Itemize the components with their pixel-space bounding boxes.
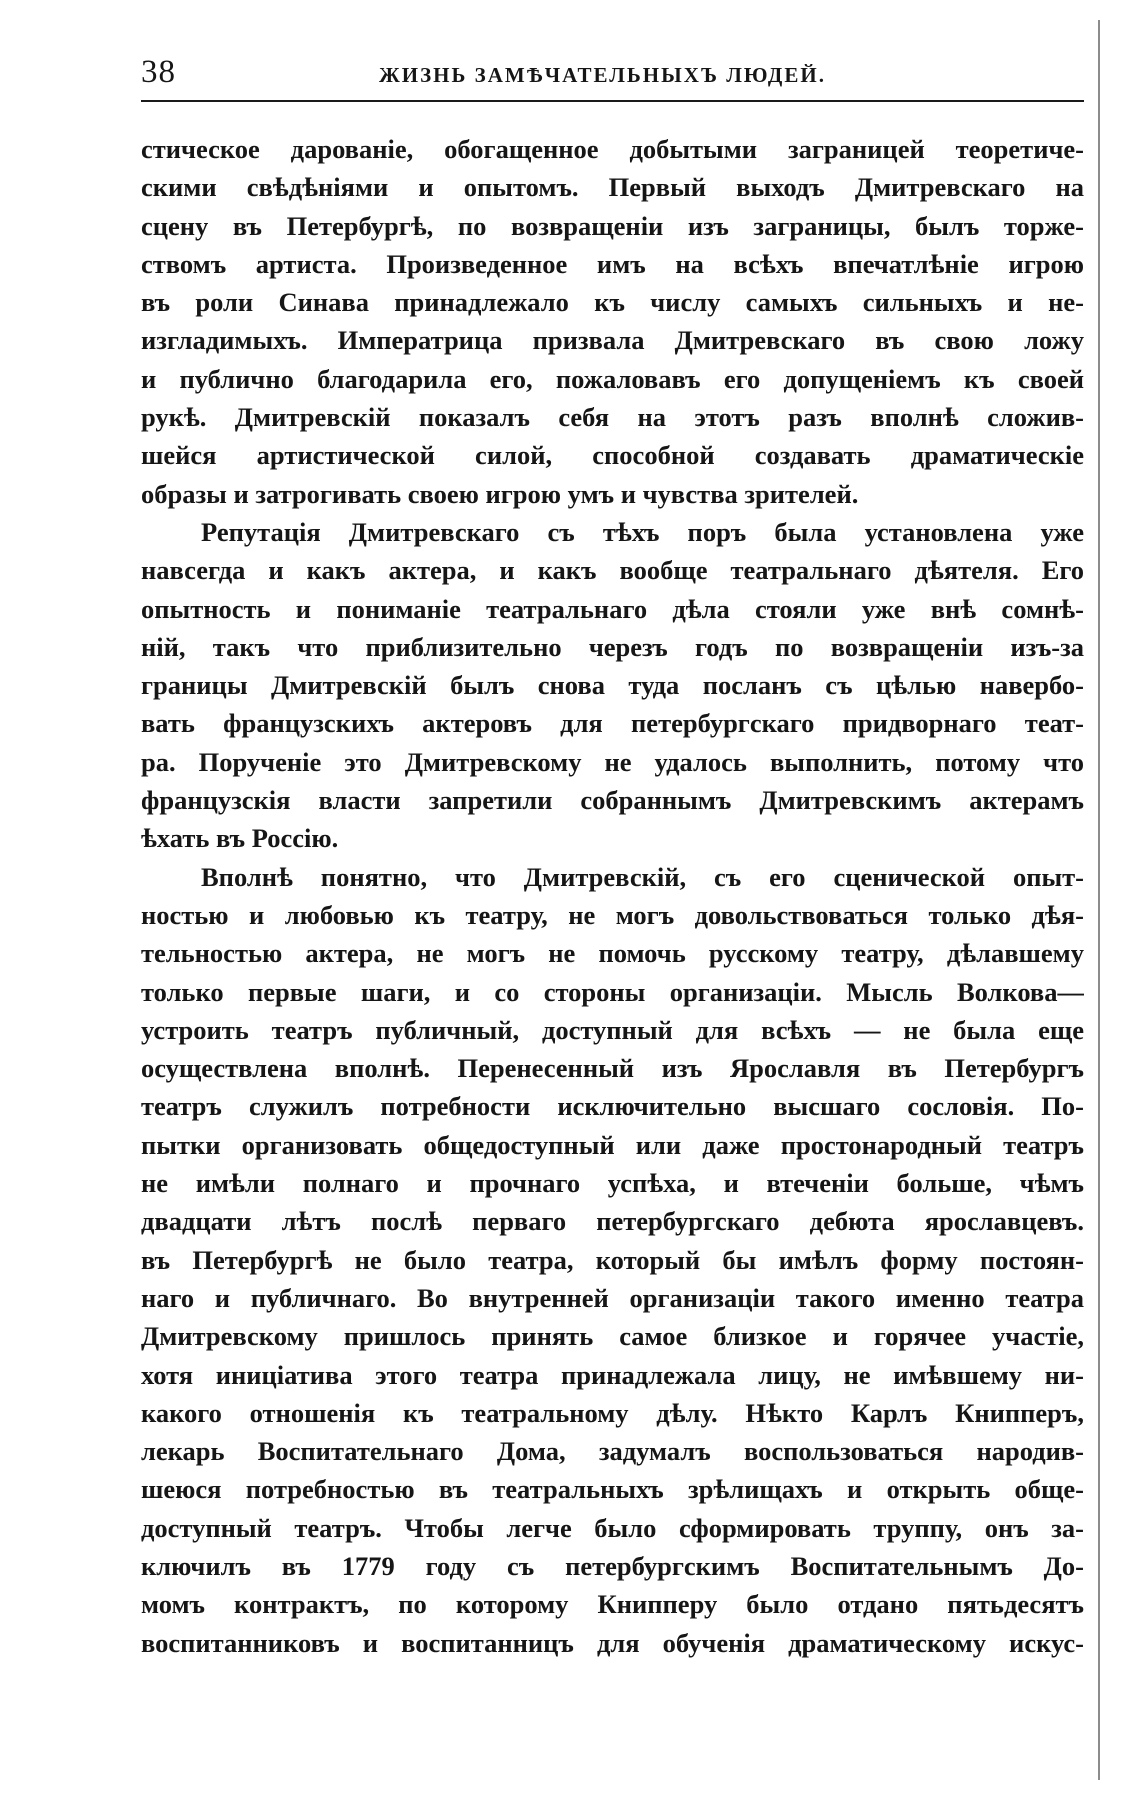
text-line: пытки организовать общедоступный или даже простонародный театръ [141, 1129, 1084, 1160]
text-line: образы и затрогивать своею игрою умъ и чувства зрителей. [141, 478, 859, 509]
page-header [141, 52, 1084, 100]
text-line: театръ служилъ потребности исключительно высшаго сословія. По- [141, 1091, 1084, 1122]
text-line: рукѣ. Дмитревскій показалъ себя на этотъ разъ вполнѣ сложив- [141, 402, 1084, 433]
text-line: доступный театръ. Чтобы легче было сформировать труппу, онъ за- [141, 1512, 1084, 1543]
header-rule [141, 100, 1084, 102]
body-text [141, 130, 1084, 1662]
text-line: осуществлена вполнѣ. Перенесенный изъ Ярославля въ Петербургъ [141, 1053, 1084, 1084]
text-line: двадцати лѣтъ послѣ перваго петербургскаго дебюта ярославцевъ. [141, 1206, 1084, 1237]
text-line: момъ контрактъ, по которому Книпперу было отдано пятьдесятъ [141, 1589, 1084, 1620]
text-line: какого отношенія къ театральному дѣлу. Нѣкто Карлъ Книпперъ, [141, 1397, 1084, 1428]
text-line: въ Петербургѣ не было театра, который бы имѣлъ форму постоян- [141, 1244, 1084, 1275]
text-line: вать французскихъ актеровъ для петербургскаго придворнаго теат- [141, 708, 1084, 739]
text-line: устроить театръ публичный, доступный для всѣхъ — не была еще [141, 1014, 1084, 1045]
text-line: лекарь Воспитательнаго Дома, задумалъ воспользоваться народив- [141, 1436, 1084, 1467]
text-line: ключилъ въ 1779 году съ петербургскимъ Воспитательнымъ До- [141, 1550, 1084, 1581]
text-line: въ роли Синава принадлежало къ числу самыхъ сильныхъ и не- [141, 287, 1084, 318]
running-title: ЖИЗНЬ ЗАМѢЧАТЕЛЬНЫХЪ ЛЮДЕЙ. [379, 63, 826, 87]
text-line: Вполнѣ понятно, что Дмитревскій, съ его сценической опыт- [201, 861, 1084, 892]
text-line: Дмитревскому пришлось принять самое близкое и горячее участіе, [141, 1321, 1084, 1352]
text-line: опытность и пониманіе театральнаго дѣла стояли уже внѣ сомнѣ- [141, 593, 1084, 624]
text-line: не имѣли полнаго и прочнаго успѣха, и втеченіи больше, чѣмъ [141, 1168, 1084, 1199]
text-line: хотя иниціатива этого театра принадлежала лицу, не имѣвшему ни- [141, 1359, 1084, 1390]
text-line: сцену въ Петербургѣ, по возвращеніи изъ заграницы, былъ торже- [141, 210, 1084, 241]
text-line: скими свѣдѣніями и опытомъ. Первый выходъ Дмитревскаго на [141, 172, 1084, 203]
scan-edge-line [1098, 20, 1100, 1780]
text-line: ра. Порученіе это Дмитревскому не удалось выполнить, потому что [141, 746, 1084, 777]
text-line: ній, такъ что приблизительно черезъ годъ по возвращеніи изъ-за [141, 631, 1084, 662]
text-line: ствомъ артиста. Произведенное имъ на всѣхъ впечатлѣніе игрою [141, 248, 1084, 279]
text-line: ностью и любовью къ театру, не могъ довольствоваться только дѣя- [141, 899, 1084, 930]
text-line: стическое дарованіе, обогащенное добытыми заграницей теоретиче- [141, 134, 1084, 164]
text-line: навсегда и какъ актера, и какъ вообще театральнаго дѣятеля. Его [141, 555, 1084, 586]
text-line: границы Дмитревскій былъ снова туда посланъ съ цѣлью навербо- [141, 670, 1084, 701]
text-line: наго и публичнаго. Во внутренней организаціи такого именно театра [141, 1282, 1084, 1313]
text-line: ѣхать въ Россію. [141, 823, 339, 854]
text-line: тельностью актера, не могъ не помочь русскому театру, дѣлавшему [141, 938, 1084, 969]
text-line: Репутація Дмитревскаго съ тѣхъ поръ была установлена уже [201, 516, 1084, 547]
text-line: изгладимыхъ. Императрица призвала Дмитревскаго въ свою ложу [141, 325, 1084, 356]
text-line: шеюся потребностью въ театральныхъ зрѣлищахъ и открыть обще- [141, 1474, 1084, 1505]
text-line: воспитанниковъ и воспитанницъ для обученія драматическому искус- [141, 1627, 1084, 1658]
text-line: французскія власти запретили собраннымъ Дмитревскимъ актерамъ [141, 785, 1084, 816]
text-line: шейся артистической силой, способной создавать драматическіе [141, 440, 1084, 471]
text-line: только первые шаги, и со стороны организаціи. Мысль Волкова— [141, 976, 1084, 1007]
text-line: и публично благодарила его, пожаловавъ его допущеніемъ къ своей [141, 363, 1084, 394]
page-number: 38 [141, 54, 176, 90]
